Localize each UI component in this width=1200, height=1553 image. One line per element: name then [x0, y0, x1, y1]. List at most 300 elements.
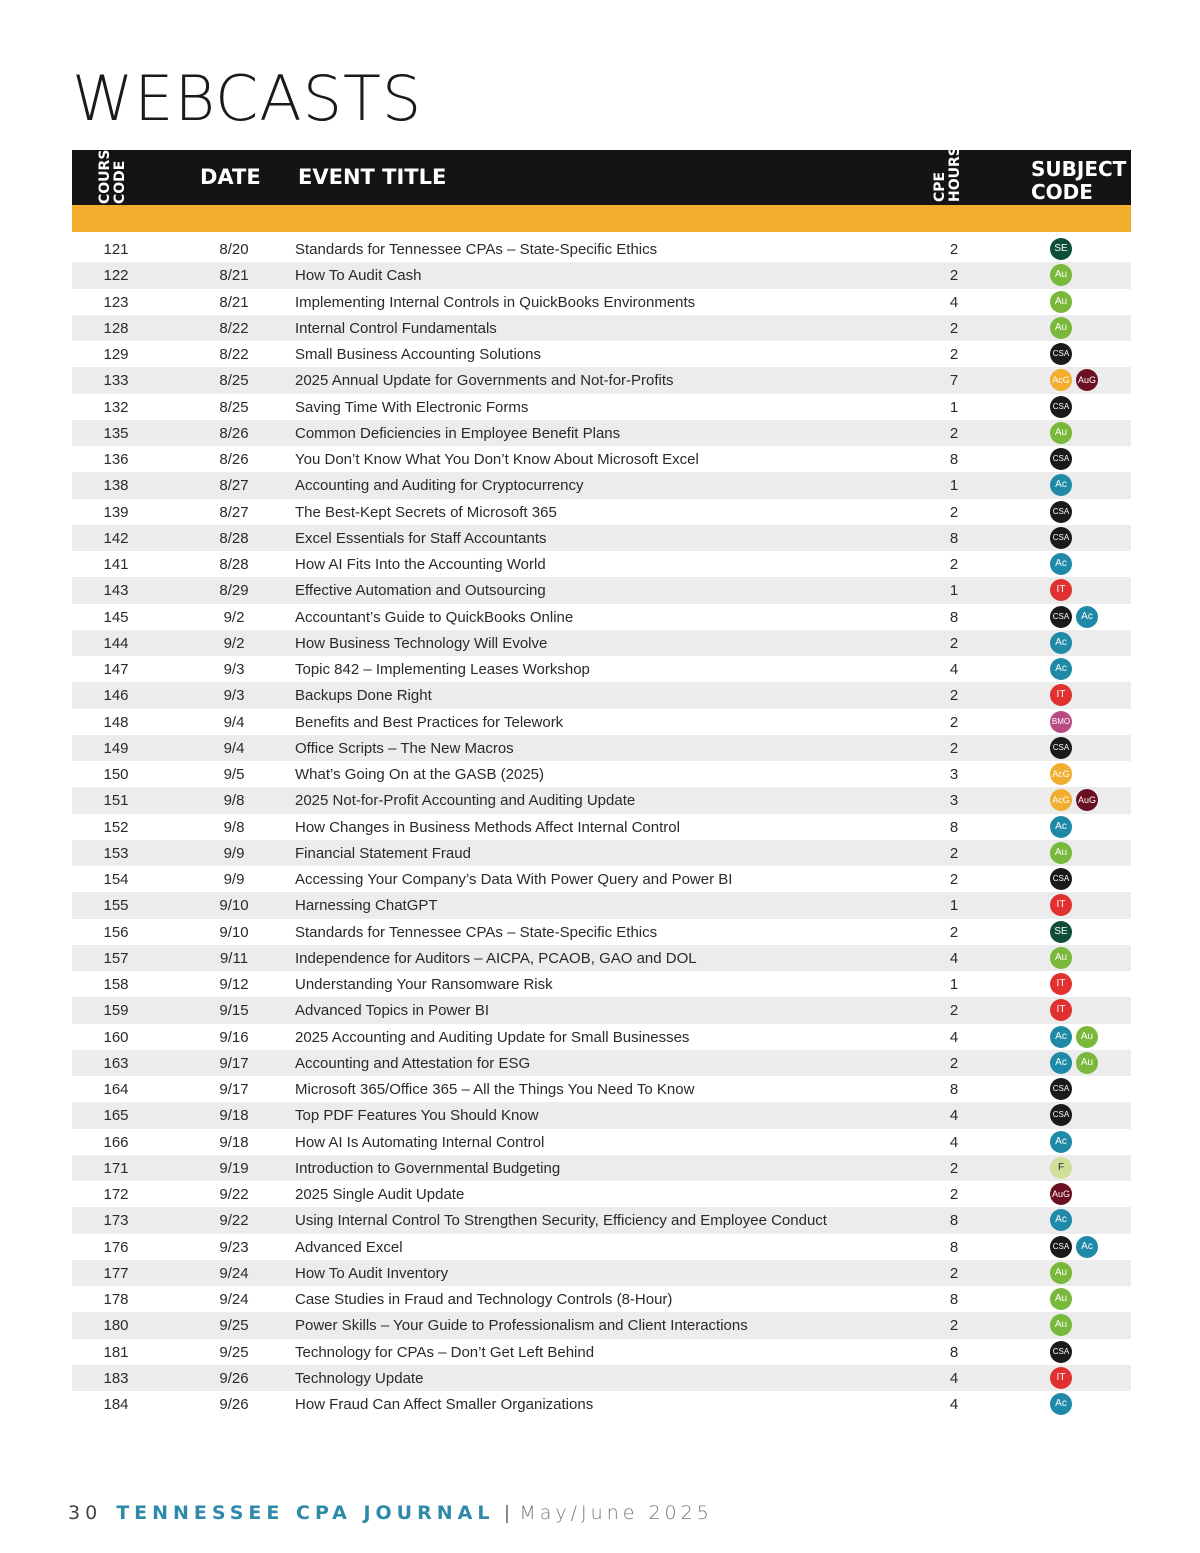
header-subject-code: SUBJECT CODE	[1031, 157, 1127, 204]
cpe-hours: 4	[949, 293, 959, 311]
subject-badge-ac: Ac	[1050, 1026, 1072, 1048]
event-date: 9/3	[223, 687, 245, 705]
event-title: 2025 Accounting and Auditing Update for Small Businesses	[295, 1028, 690, 1046]
table-row	[72, 394, 1131, 420]
event-date: 8/26	[219, 424, 249, 442]
event-date: 9/2	[223, 634, 245, 652]
table-row	[72, 420, 1131, 446]
table-row	[72, 472, 1131, 498]
header-cpe-hours: CPE HOURS	[932, 146, 963, 202]
table-row	[72, 1312, 1131, 1338]
cpe-hours: 8	[949, 1238, 959, 1256]
subject-badge-ac: Ac	[1050, 632, 1072, 654]
table-row	[72, 1129, 1131, 1155]
course-code: 176	[103, 1238, 129, 1256]
subject-codes	[1050, 1078, 1072, 1100]
event-title: Accounting and Attestation for ESG	[295, 1054, 531, 1072]
event-title: Technology for CPAs – Don’t Get Left Behind	[295, 1343, 595, 1361]
course-code: 121	[103, 241, 129, 258]
event-title: Accessing Your Company’s Data With Power Query and Power BI	[295, 871, 733, 888]
table-row	[72, 236, 1131, 262]
subject-codes	[1050, 1314, 1072, 1336]
course-code: 166	[103, 1133, 129, 1151]
table-row	[72, 604, 1131, 630]
event-title: Technology Update	[295, 1369, 424, 1387]
event-title: Accountant’s Guide to QuickBooks Online	[295, 608, 574, 626]
event-date: 9/2	[223, 608, 245, 626]
course-code: 147	[103, 661, 129, 678]
cpe-hours: 4	[949, 1133, 959, 1151]
event-date: 8/22	[219, 346, 249, 363]
subject-badge-ac: Ac	[1076, 606, 1098, 628]
cpe-hours: 4	[949, 1369, 959, 1387]
subject-badge-csa: CSA	[1050, 737, 1072, 759]
subject-badge-au: Au	[1076, 1026, 1098, 1048]
table-row	[72, 1339, 1131, 1365]
subject-badge-au: Au	[1076, 1052, 1098, 1074]
cpe-hours: 1	[949, 477, 959, 495]
event-date: 8/25	[219, 398, 249, 416]
subject-codes	[1050, 396, 1072, 418]
cpe-hours: 7	[949, 372, 959, 390]
cpe-hours: 1	[949, 897, 959, 915]
event-date: 9/16	[219, 1028, 249, 1046]
subject-badge-csa: CSA	[1050, 396, 1072, 418]
event-title: Independence for Auditors – AICPA, PCAOB, GAO and DOL	[295, 949, 697, 967]
course-code: 141	[103, 556, 129, 573]
event-title: Top PDF Features You Should Know	[295, 1107, 539, 1125]
subject-codes	[1050, 474, 1072, 496]
table-row	[72, 761, 1131, 787]
subject-codes	[1050, 868, 1072, 890]
cpe-hours: 8	[949, 1081, 959, 1098]
subject-badge-csa: CSA	[1050, 1078, 1072, 1100]
table-row	[72, 682, 1131, 708]
course-code: 135	[103, 424, 129, 442]
cpe-hours: 8	[949, 608, 959, 626]
subject-codes	[1050, 632, 1072, 654]
subject-badge-csa: CSA	[1050, 527, 1072, 549]
cpe-hours: 2	[949, 267, 959, 285]
course-code: 122	[103, 267, 129, 285]
event-date: 8/27	[219, 477, 249, 495]
cpe-hours: 2	[949, 687, 959, 705]
event-date: 8/21	[219, 293, 249, 311]
course-code: 177	[103, 1264, 129, 1282]
course-code: 149	[103, 739, 129, 757]
subject-codes	[1050, 921, 1072, 943]
subject-badge-it: IT	[1050, 579, 1072, 601]
event-title: How Changes in Business Methods Affect Internal Control	[295, 818, 680, 836]
cpe-hours: 3	[949, 766, 959, 783]
cpe-hours: 2	[949, 1159, 959, 1177]
subject-badge-au: Au	[1050, 1288, 1072, 1310]
event-title: Benefits and Best Practices for Telework	[295, 713, 564, 731]
event-date: 9/22	[219, 1212, 249, 1230]
subject-codes	[1050, 1341, 1072, 1363]
cpe-hours: 3	[949, 792, 959, 810]
subject-badge-csa: CSA	[1050, 1104, 1072, 1126]
subject-badge-acg: AcG	[1050, 789, 1072, 811]
cpe-hours: 2	[949, 739, 959, 757]
course-code: 165	[103, 1107, 129, 1125]
table-row	[72, 1155, 1131, 1181]
cpe-hours: 8	[949, 1343, 959, 1361]
table-row	[72, 814, 1131, 840]
event-date: 9/9	[223, 871, 245, 888]
subject-codes	[1050, 1393, 1072, 1415]
table-row	[72, 1024, 1131, 1050]
event-title: How Fraud Can Affect Smaller Organizations	[295, 1396, 594, 1413]
event-date: 9/4	[223, 713, 245, 731]
subject-badge-aug: AuG	[1076, 369, 1098, 391]
table-row	[72, 892, 1131, 918]
subject-codes	[1050, 711, 1072, 733]
event-title: Advanced Excel	[295, 1238, 403, 1256]
table-row	[72, 1207, 1131, 1233]
cpe-hours: 1	[949, 398, 959, 416]
table-row	[72, 1260, 1131, 1286]
event-title: You Don’t Know What You Don’t Know About Microsoft Excel	[295, 451, 699, 468]
subject-badge-se: SE	[1050, 238, 1072, 260]
subject-badge-au: Au	[1050, 264, 1072, 286]
table-row	[72, 656, 1131, 682]
event-date: 9/24	[219, 1291, 249, 1308]
table-body	[72, 236, 1131, 1417]
subject-codes	[1050, 999, 1072, 1021]
subject-codes	[1050, 553, 1072, 575]
event-title: Understanding Your Ransomware Risk	[295, 976, 553, 993]
course-code: 163	[103, 1054, 129, 1072]
event-title: Effective Automation and Outsourcing	[295, 582, 546, 600]
subject-badge-au: Au	[1050, 1314, 1072, 1336]
cpe-hours: 2	[949, 346, 959, 363]
subject-codes	[1050, 1288, 1072, 1310]
cpe-hours: 2	[949, 634, 959, 652]
course-code: 132	[103, 398, 129, 416]
event-title: Harnessing ChatGPT	[295, 897, 438, 915]
event-date: 8/26	[219, 451, 249, 468]
subject-badge-csa: CSA	[1050, 501, 1072, 523]
course-code: 150	[103, 766, 129, 783]
table-header	[72, 140, 1131, 205]
course-code: 151	[103, 792, 129, 810]
event-title: Standards for Tennessee CPAs – State-Specific Ethics	[295, 241, 658, 258]
subject-codes	[1050, 1052, 1098, 1074]
event-date: 9/17	[219, 1054, 249, 1072]
event-date: 8/28	[219, 556, 249, 573]
subject-badge-au: Au	[1050, 422, 1072, 444]
subject-codes	[1050, 1104, 1072, 1126]
subject-codes	[1050, 1131, 1072, 1153]
cpe-hours: 8	[949, 451, 959, 468]
table-row	[72, 1234, 1131, 1260]
subject-codes	[1050, 317, 1072, 339]
subject-codes	[1050, 789, 1098, 811]
footer-separator: |	[504, 1503, 510, 1524]
event-title: 2025 Not-for-Profit Accounting and Auditing Update	[295, 792, 636, 810]
subject-badge-ac: Ac	[1050, 1209, 1072, 1231]
event-title: Financial Statement Fraud	[295, 844, 471, 862]
subject-badge-ac: Ac	[1050, 816, 1072, 838]
subject-codes	[1050, 527, 1072, 549]
course-code: 153	[103, 844, 129, 862]
event-title: 2025 Single Audit Update	[295, 1186, 465, 1203]
event-title: How To Audit Inventory	[295, 1264, 449, 1282]
table-row	[72, 1102, 1131, 1128]
course-code: 171	[103, 1159, 129, 1177]
subject-badge-au: Au	[1050, 947, 1072, 969]
event-date: 8/22	[219, 319, 249, 337]
subject-codes	[1050, 947, 1072, 969]
event-title: Backups Done Right	[295, 687, 432, 705]
event-title: How To Audit Cash	[295, 267, 422, 285]
subject-codes	[1050, 606, 1098, 628]
page-footer	[68, 1500, 713, 1526]
subject-codes	[1050, 1026, 1098, 1048]
subject-badge-csa: CSA	[1050, 606, 1072, 628]
event-title: How AI Is Automating Internal Control	[295, 1133, 545, 1151]
cpe-hours: 2	[949, 503, 959, 521]
subject-badge-ac: Ac	[1076, 1236, 1098, 1258]
table-row	[72, 1391, 1131, 1417]
course-code: 133	[103, 372, 129, 390]
subject-codes	[1050, 448, 1072, 470]
course-code: 159	[103, 1002, 129, 1020]
course-code: 152	[103, 818, 129, 836]
subject-codes	[1050, 369, 1098, 391]
course-code: 183	[103, 1369, 129, 1387]
cpe-hours: 8	[949, 1212, 959, 1230]
course-code: 146	[103, 687, 129, 705]
event-date: 9/10	[219, 923, 249, 941]
event-date: 9/18	[219, 1107, 249, 1125]
cpe-hours: 4	[949, 949, 959, 967]
course-code: 142	[103, 529, 129, 547]
course-code: 145	[103, 608, 129, 626]
event-date: 8/27	[219, 503, 249, 521]
course-code: 123	[103, 293, 129, 311]
subject-badge-bmo: BMO	[1050, 711, 1072, 733]
event-date: 9/12	[219, 976, 249, 993]
issue-date: May/June 2025	[519, 1502, 713, 1524]
header-event-title: EVENT TITLE	[298, 165, 447, 189]
course-code: 160	[103, 1028, 129, 1046]
cpe-hours: 2	[949, 241, 959, 258]
subject-codes	[1050, 1209, 1072, 1231]
event-date: 9/25	[219, 1317, 249, 1335]
event-date: 9/9	[223, 844, 245, 862]
subject-codes	[1050, 1367, 1072, 1389]
event-title: Implementing Internal Controls in QuickBooks Environments	[295, 293, 696, 311]
subject-badge-ac: Ac	[1050, 474, 1072, 496]
subject-codes	[1050, 973, 1072, 995]
table-row	[72, 1181, 1131, 1207]
event-date: 8/29	[219, 582, 249, 600]
subject-badge-au: Au	[1050, 842, 1072, 864]
subject-badge-f: F	[1050, 1157, 1072, 1179]
subject-badge-aug: AuG	[1076, 789, 1098, 811]
table-row	[72, 499, 1131, 525]
subject-badge-ac: Ac	[1050, 553, 1072, 575]
event-date: 8/28	[219, 529, 249, 547]
table-row	[72, 289, 1131, 315]
subject-codes	[1050, 763, 1072, 785]
event-date: 9/26	[219, 1369, 249, 1387]
table-row	[72, 945, 1131, 971]
table-row	[72, 840, 1131, 866]
event-title: Microsoft 365/Office 365 – All the Things You Need To Know	[295, 1081, 695, 1098]
table-row	[72, 997, 1131, 1023]
subject-codes	[1050, 343, 1072, 365]
event-title: The Best-Kept Secrets of Microsoft 365	[295, 503, 557, 521]
subject-badge-aug: AuG	[1050, 1183, 1072, 1205]
subject-codes	[1050, 658, 1072, 680]
subject-badge-csa: CSA	[1050, 343, 1072, 365]
subject-codes	[1050, 684, 1072, 706]
subject-badge-se: SE	[1050, 921, 1072, 943]
cpe-hours: 1	[949, 976, 959, 993]
cpe-hours: 2	[949, 556, 959, 573]
event-title: Small Business Accounting Solutions	[295, 346, 541, 363]
subject-codes	[1050, 501, 1072, 523]
event-date: 9/19	[219, 1159, 249, 1177]
subject-badge-it: IT	[1050, 894, 1072, 916]
event-title: Using Internal Control To Strengthen Security, Efficiency and Employee Conduct	[295, 1212, 827, 1230]
header-course-code: COURSE CODE	[97, 140, 128, 204]
course-code: 178	[103, 1291, 129, 1308]
event-title: Topic 842 – Implementing Leases Workshop	[295, 661, 590, 678]
event-title: Advanced Topics in Power BI	[295, 1002, 489, 1020]
subject-badge-it: IT	[1050, 1367, 1072, 1389]
course-code: 138	[103, 477, 129, 495]
event-title: How Business Technology Will Evolve	[295, 634, 548, 652]
event-title: Internal Control Fundamentals	[295, 319, 497, 337]
event-title: Standards for Tennessee CPAs – State-Specific Ethics	[295, 923, 658, 941]
subject-codes	[1050, 816, 1072, 838]
cpe-hours: 2	[949, 424, 959, 442]
event-date: 9/26	[219, 1396, 249, 1413]
course-code: 144	[103, 634, 129, 652]
table-row	[72, 577, 1131, 603]
table-row	[72, 630, 1131, 656]
course-code: 184	[103, 1396, 129, 1413]
cpe-hours: 8	[949, 1291, 959, 1308]
table-row	[72, 367, 1131, 393]
subject-badge-ac: Ac	[1050, 1393, 1072, 1415]
header-accent-bar	[72, 205, 1131, 232]
event-date: 9/23	[219, 1238, 249, 1256]
subject-codes	[1050, 842, 1072, 864]
cpe-hours: 4	[949, 1028, 959, 1046]
subject-badge-csa: CSA	[1050, 1236, 1072, 1258]
course-code: 157	[103, 949, 129, 967]
table-row	[72, 551, 1131, 577]
subject-codes	[1050, 737, 1072, 759]
subject-badge-it: IT	[1050, 684, 1072, 706]
course-code: 172	[103, 1186, 129, 1203]
cpe-hours: 2	[949, 1054, 959, 1072]
cpe-hours: 2	[949, 1264, 959, 1282]
table-row	[72, 866, 1131, 892]
event-date: 9/5	[223, 766, 245, 783]
subject-badge-au: Au	[1050, 1262, 1072, 1284]
subject-codes	[1050, 1236, 1098, 1258]
journal-name: TENNESSEE CPA JOURNAL	[116, 1502, 495, 1524]
cpe-hours: 2	[949, 1002, 959, 1020]
event-date: 9/8	[223, 818, 245, 836]
event-date: 9/17	[219, 1081, 249, 1098]
course-code: 181	[103, 1343, 129, 1361]
cpe-hours: 8	[949, 818, 959, 836]
subject-badge-csa: CSA	[1050, 448, 1072, 470]
subject-codes	[1050, 1183, 1072, 1205]
table-row	[72, 446, 1131, 472]
table-row	[72, 262, 1131, 288]
cpe-hours: 8	[949, 529, 959, 547]
subject-codes	[1050, 1262, 1072, 1284]
course-code: 129	[103, 346, 129, 363]
table-row	[72, 1286, 1131, 1312]
subject-codes	[1050, 264, 1072, 286]
table-row	[72, 787, 1131, 813]
cpe-hours: 2	[949, 871, 959, 888]
event-date: 9/10	[219, 897, 249, 915]
cpe-hours: 1	[949, 582, 959, 600]
subject-badge-csa: CSA	[1050, 1341, 1072, 1363]
course-code: 154	[103, 871, 129, 888]
course-code: 139	[103, 503, 129, 521]
event-date: 9/4	[223, 739, 245, 757]
subject-codes	[1050, 579, 1072, 601]
event-date: 9/25	[219, 1343, 249, 1361]
table-row	[72, 341, 1131, 367]
cpe-hours: 4	[949, 661, 959, 678]
event-date: 9/24	[219, 1264, 249, 1282]
table-row	[72, 919, 1131, 945]
course-code: 155	[103, 897, 129, 915]
cpe-hours: 4	[949, 1396, 959, 1413]
course-code: 143	[103, 582, 129, 600]
course-code: 173	[103, 1212, 129, 1230]
event-title: What’s Going On at the GASB (2025)	[295, 766, 545, 783]
event-date: 8/21	[219, 267, 249, 285]
event-title: How AI Fits Into the Accounting World	[295, 556, 546, 573]
event-date: 8/20	[219, 241, 249, 258]
course-code: 158	[103, 976, 129, 993]
subject-codes	[1050, 1157, 1072, 1179]
event-date: 9/8	[223, 792, 245, 810]
subject-badge-au: Au	[1050, 317, 1072, 339]
event-title: Saving Time With Electronic Forms	[295, 398, 529, 416]
cpe-hours: 2	[949, 319, 959, 337]
event-title: Introduction to Governmental Budgeting	[295, 1159, 561, 1177]
cpe-hours: 2	[949, 844, 959, 862]
subject-codes	[1050, 894, 1072, 916]
table-row	[72, 735, 1131, 761]
subject-badge-acg: AcG	[1050, 763, 1072, 785]
event-title: Case Studies in Fraud and Technology Controls (8-Hour)	[295, 1291, 673, 1308]
course-code: 156	[103, 923, 129, 941]
cpe-hours: 2	[949, 923, 959, 941]
cpe-hours: 2	[949, 1317, 959, 1335]
event-date: 9/3	[223, 661, 245, 678]
table-row	[72, 709, 1131, 735]
event-date: 9/15	[219, 1002, 249, 1020]
event-title: Office Scripts – The New Macros	[295, 739, 514, 757]
subject-badge-it: IT	[1050, 973, 1072, 995]
course-code: 128	[103, 319, 129, 337]
